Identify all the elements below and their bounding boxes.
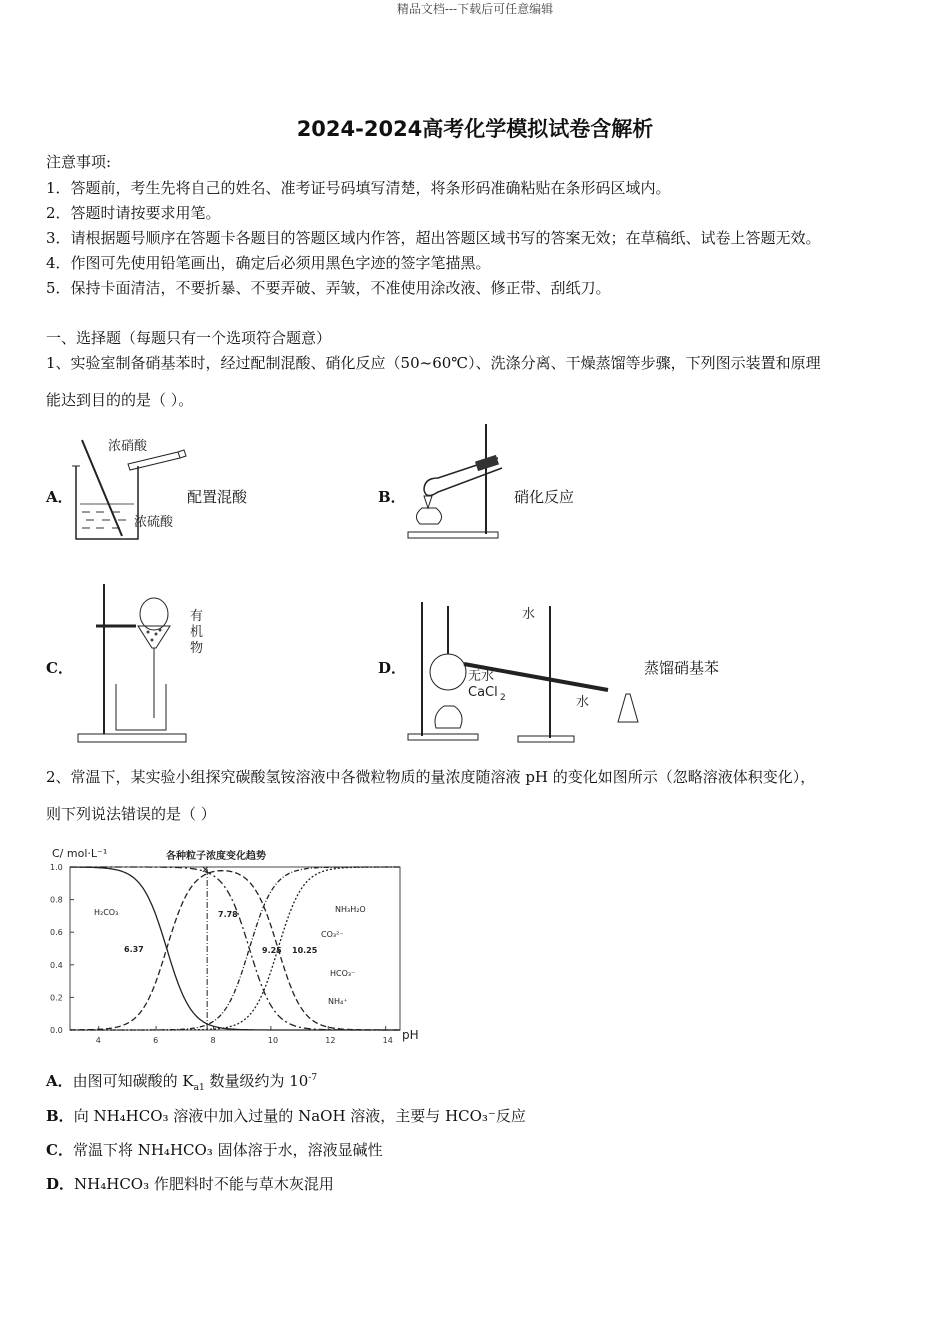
series-label: HCO₃⁻ xyxy=(330,969,356,978)
q2-option-a-sub: a1 xyxy=(193,1083,205,1093)
q2-option-a-letter: A． xyxy=(46,1072,73,1090)
annotation-label: 6.37 xyxy=(124,945,144,954)
annotation-label: 7.78 xyxy=(218,910,238,919)
series-label: NH₃H₂O xyxy=(335,905,366,914)
label-water-out: 水 xyxy=(576,695,590,710)
question-1-stem: 1、实验室制备硝基苯时，经过配制混酸、硝化反应（50~60℃）、洗涤分离、干燥蒸馏等步骤，下列图示装置和原理 xyxy=(46,354,821,372)
notice-item: 3．请根据题号顺序在答题卡各题目的答题区域内作答，超出答题区域书写的答案无效；在草稿纸、试卷上答题无效。 xyxy=(46,229,821,247)
species-distribution-chart xyxy=(46,843,426,1048)
option-d-caption: 蒸馏硝基苯 xyxy=(644,659,720,677)
label-concentrated-sulfuric-acid: 浓硫酸 xyxy=(134,515,174,530)
chart-plot-frame xyxy=(70,867,400,1030)
notice-heading: 注意事项: xyxy=(46,153,112,171)
marker-cross: ✕ xyxy=(201,865,210,876)
question-2-stem-cont: 则下列说法错误的是（ ） xyxy=(46,805,216,823)
annotation-label: 10.25 xyxy=(292,946,318,955)
notice-item: 5．保持卡面清洁，不要折暴、不要弄破、弄皱，不准使用涂改液、修正带、刮纸刀。 xyxy=(46,279,611,297)
page-title: 2024-2024高考化学模拟试卷含解析 xyxy=(296,117,654,141)
series-line xyxy=(70,867,400,1030)
series-label: H₂CO₃ xyxy=(94,908,119,917)
q2-option-b-letter: B． xyxy=(46,1107,74,1125)
question-2-stem: 2、常温下，某实验小组探究碳酸氢铵溶液中各微粒物质的量浓度随溶液 pH 的变化如图所示（忽略溶液体积变化）， xyxy=(46,768,816,786)
q2-option-c xyxy=(46,1139,383,1160)
label-concentrated-nitric-acid: 浓硝酸 xyxy=(108,439,148,454)
y-tick-label: 0.6 xyxy=(50,928,63,938)
apparatus-a-diagram xyxy=(66,434,196,544)
apparatus-c-diagram xyxy=(76,578,216,746)
notice-item: 4．作图可先使用铅笔画出，确定后必须用黑色字迹的签字笔描黑。 xyxy=(46,254,491,272)
y-tick-label: 0.0 xyxy=(50,1026,63,1035)
chart-xlabel: pH xyxy=(402,1028,419,1042)
y-tick-label: 0.2 xyxy=(50,993,63,1003)
page-header: 精品文档---下载后可任意编辑 xyxy=(396,2,554,16)
q2-option-d-letter: D． xyxy=(46,1175,75,1193)
q2-option-d-text: NH₄HCO₃ 作肥料时不能与草木灰混用 xyxy=(74,1175,334,1193)
chart-title: 各种粒子浓度变化趋势 xyxy=(166,851,266,862)
notice-item: 1．答题前，考生先将自己的姓名、准考证号码填写清楚，将条形码准确粘贴在条形码区域内。 xyxy=(46,179,671,197)
option-a-caption: 配置混酸 xyxy=(187,488,248,506)
x-tick-label: 10 xyxy=(267,1036,279,1045)
q2-option-b-text: 向 NH₄HCO₃ 溶液中加入过量的 NaOH 溶液，主要与 HCO₃⁻反应 xyxy=(73,1107,526,1125)
series-line xyxy=(70,867,400,1030)
series-line xyxy=(70,871,400,1030)
notice-item: 2．答题时请按要求用笔。 xyxy=(46,204,221,222)
x-tick-label: 4 xyxy=(95,1036,101,1045)
label-organic-2: 机 xyxy=(190,625,204,640)
x-tick-label: 14 xyxy=(382,1036,393,1045)
label-water-in: 水 xyxy=(522,607,536,622)
y-tick-label: 0.8 xyxy=(50,895,63,905)
q2-option-a-text: 由图可知碳酸的 K xyxy=(72,1072,194,1090)
series-label: NH₄⁺ xyxy=(328,997,348,1006)
q2-option-d xyxy=(46,1173,334,1194)
label-organic-3: 物 xyxy=(190,641,204,656)
section-heading: 一、选择题（每题只有一个选项符合题意） xyxy=(46,329,332,347)
option-a-letter: A． xyxy=(46,488,73,506)
series-label: CO₃²⁻ xyxy=(321,930,344,939)
option-c-letter: C． xyxy=(46,659,73,677)
series-line xyxy=(70,867,400,1030)
question-1-stem-cont: 能达到目的的是（ ）。 xyxy=(46,391,194,409)
label-cacl-subscript: 2 xyxy=(500,693,506,703)
annotation-label: 9.25 xyxy=(262,946,282,955)
option-b-letter: B． xyxy=(378,488,406,506)
y-tick-label: 0.4 xyxy=(50,960,63,970)
option-b-caption: 硝化反应 xyxy=(514,488,575,506)
x-tick-label: 12 xyxy=(325,1036,336,1045)
q2-option-a xyxy=(46,1070,317,1093)
q2-option-b xyxy=(46,1105,526,1126)
x-tick-label: 8 xyxy=(210,1036,216,1045)
option-d-letter: D． xyxy=(378,659,407,677)
apparatus-d-diagram xyxy=(404,598,644,748)
y-tick-label: 1.0 xyxy=(50,863,63,872)
chart-ylabel: C/ mol·L⁻¹ xyxy=(52,847,108,860)
x-tick-label: 6 xyxy=(153,1036,159,1045)
q2-option-c-text: 常温下将 NH₄HCO₃ 固体溶于水，溶液显碱性 xyxy=(72,1141,383,1159)
label-organic-1: 有 xyxy=(190,609,204,624)
q2-option-a-sup: -7 xyxy=(308,1073,318,1083)
q2-option-c-letter: C． xyxy=(46,1141,73,1159)
apparatus-b-diagram xyxy=(398,420,508,544)
label-anhydrous: 无水 xyxy=(468,669,495,684)
q2-option-a-text2: 数量级约为 10 xyxy=(204,1072,309,1090)
label-cacl: CaCl xyxy=(468,685,498,700)
series-line xyxy=(70,867,400,1030)
